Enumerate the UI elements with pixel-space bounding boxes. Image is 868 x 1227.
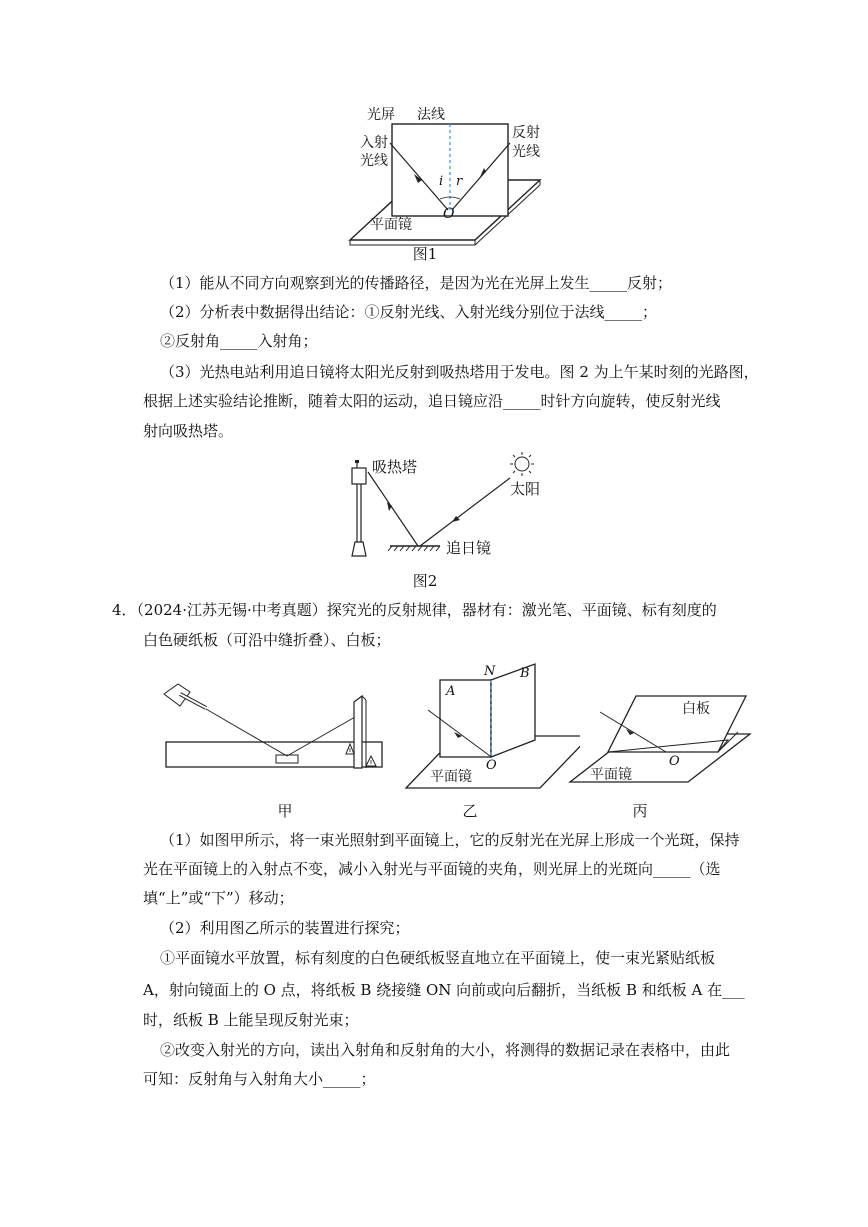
figure-jia-drawing xyxy=(160,672,390,777)
figure-1-caption: 图1 xyxy=(412,245,438,263)
q3-line-5: 根据上述实验结论推断，随着太阳的运动，追日镜应沿_____时针方向旋转，使反射光线 xyxy=(143,392,721,410)
point-o-label: O xyxy=(443,206,455,222)
q4-line-9: 可知：反射角与入射角大小_____； xyxy=(143,1070,376,1088)
reflect-label-1: 反射 xyxy=(512,125,540,141)
q3-line-2: （2）分析表中数据得出结论：①反射光线、入射光线分别位于法线_____； xyxy=(160,303,658,321)
board-b-label: B xyxy=(520,666,530,681)
point-o-label: O xyxy=(486,758,497,773)
normal-label: 法线 xyxy=(417,107,445,123)
q3-line-4: （3）光热电站利用追日镜将太阳光反射到吸热塔用于发电。图 2 为上午某时刻的光路图， xyxy=(160,363,759,381)
angle-r-label: r xyxy=(456,174,463,189)
figure-1 xyxy=(340,100,550,265)
q3-line-6: 射向吸热塔。 xyxy=(143,422,234,440)
mirror-label: 平面镜 xyxy=(370,217,412,233)
incident-label-1: 入射 xyxy=(360,135,388,151)
figure-jia-caption: 甲 xyxy=(277,802,293,820)
q4-line-3: 填“上”或“下”）移动； xyxy=(143,889,294,907)
q4-line-6: A，射向镜面上的 O 点，将纸板 B 绕接缝 ON 向前或向后翻折，当纸板 B 和纸板 A 在___ xyxy=(143,981,745,999)
figure-yi-caption: 乙 xyxy=(462,802,478,820)
screen-label: 光屏 xyxy=(367,107,395,123)
figure-yi xyxy=(400,658,580,793)
heliostat-label: 追日镜 xyxy=(446,539,492,557)
figure-jia xyxy=(160,672,390,777)
point-o-label: O xyxy=(669,754,680,769)
normal-n-label: N xyxy=(484,664,496,679)
board-label: 白板 xyxy=(682,701,710,717)
incident-label-2: 光线 xyxy=(360,153,388,169)
figure-bing xyxy=(568,690,753,790)
sun-label: 太阳 xyxy=(510,480,541,498)
q4-header-line-1: 4．（2024·江苏无锡·中考真题）探究光的反射规律，器材有：激光笔、平面镜、标有刻度的 xyxy=(112,601,717,619)
q4-header-line-2: 白色硬纸板（可沿中缝折叠）、白板； xyxy=(143,631,391,649)
mirror-label: 平面镜 xyxy=(430,769,472,785)
q3-line-1: （1）能从不同方向观察到光的传播路径，是因为光在光屏上发生_____反射； xyxy=(160,274,673,292)
board-a-label: A xyxy=(446,684,456,699)
q3-line-3: ②反射角_____入射角； xyxy=(160,332,318,350)
q4-line-8: ②改变入射光的方向，读出入射角和反射角的大小，将测得的数据记录在表格中，由此 xyxy=(160,1041,731,1059)
q4-line-7: 时，纸板 B 上能呈现反射光束； xyxy=(143,1011,359,1029)
q4-line-1: （1）如图甲所示，将一束光照射到平面镜上，它的反射光在光屏上形成一个光斑，保持 xyxy=(160,831,740,849)
figure-2 xyxy=(340,450,550,565)
sun-icon xyxy=(510,452,534,476)
q4-line-5: ①平面镜水平放置，标有刻度的白色硬纸板竖直地立在平面镜上，使一束光紧贴纸板 xyxy=(160,949,716,967)
q4-line-2: 光在平面镜上的入射点不变，减小入射光与平面镜的夹角，则光屏上的光斑向_____（选 xyxy=(143,860,721,878)
q4-line-4: （2）利用图乙所示的装置进行探究； xyxy=(160,919,410,937)
reflect-label-2: 光线 xyxy=(512,144,540,160)
mirror-label: 平面镜 xyxy=(590,767,632,783)
figure-2-caption: 图2 xyxy=(412,572,438,590)
angle-i-label: i xyxy=(439,174,444,189)
figure-bing-caption: 丙 xyxy=(632,802,648,820)
tower-label: 吸热塔 xyxy=(372,458,418,476)
